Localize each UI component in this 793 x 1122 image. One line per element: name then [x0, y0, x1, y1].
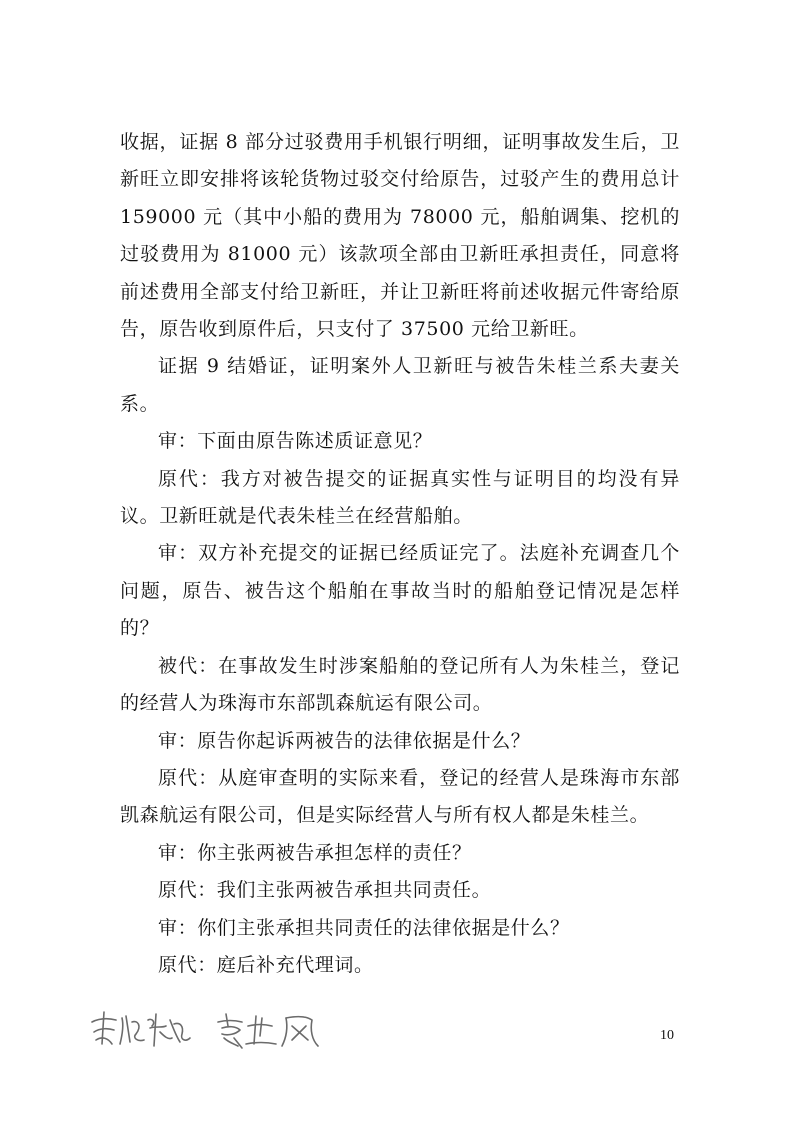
signature-1-scribble [92, 1012, 190, 1046]
paragraph-9: 审：你主张两被告承担怎样的责任？ [158, 841, 472, 864]
signature-2-scribble [218, 1014, 318, 1048]
transcript-body [120, 124, 680, 984]
paragraph-12: 原代：庭后补充代理词。 [158, 953, 374, 976]
paragraph-1: 收据，证据 8 部分过驳费用手机银行明细，证明事故发生后，卫新旺立即安排将该轮货物过驳交付给原告，过驳产生的费用总计 159000 元（其中小船的费用为 78000 元，船舶调集、挖机的过驳费用为 81000 元）该款项全部由卫新旺承担责任，同意将前述费用全部支付给卫新旺，并让卫新旺将前述收据元件寄给原告，原告收到原件后，只支付了 37500 元给卫新旺。 [120, 131, 680, 341]
paragraph-2: 证据 9 结婚证，证明案外人卫新旺与被告朱桂兰系夫妻关系。 [120, 355, 680, 415]
paragraph-10: 原代：我们主张两被告承担共同责任。 [158, 879, 492, 902]
paragraph-8: 原代：从庭审查明的实际来看，登记的经营人是珠海市东部凯森航运有限公司，但是实际经营人与所有权人都是朱桂兰。 [120, 766, 680, 827]
paragraph-5: 审：双方补充提交的证据已经质证完了。法庭补充调查几个问题，原告、被告这个船舶在事故当时的船舶登记情况是怎样的？ [120, 542, 680, 640]
paragraph-7: 审：原告你起诉两被告的法律依据是什么？ [158, 729, 531, 752]
handwritten-signatures [86, 1004, 386, 1054]
signature-drawing [86, 1004, 386, 1054]
paragraph-6: 被代：在事故发生时涉案船舶的登记所有人为朱桂兰，登记的经营人为珠海市东部凯森航运有限公司。 [120, 654, 680, 715]
paragraph-4: 原代：我方对被告提交的证据真实性与证明目的均没有异议。卫新旺就是代表朱桂兰在经营船舶。 [120, 467, 680, 528]
paragraph-11: 审：你们主张承担共同责任的法律依据是什么？ [158, 916, 570, 939]
page-number: 10 [660, 1028, 674, 1043]
paragraph-3: 审：下面由原告陈述质证意见？ [158, 430, 433, 453]
